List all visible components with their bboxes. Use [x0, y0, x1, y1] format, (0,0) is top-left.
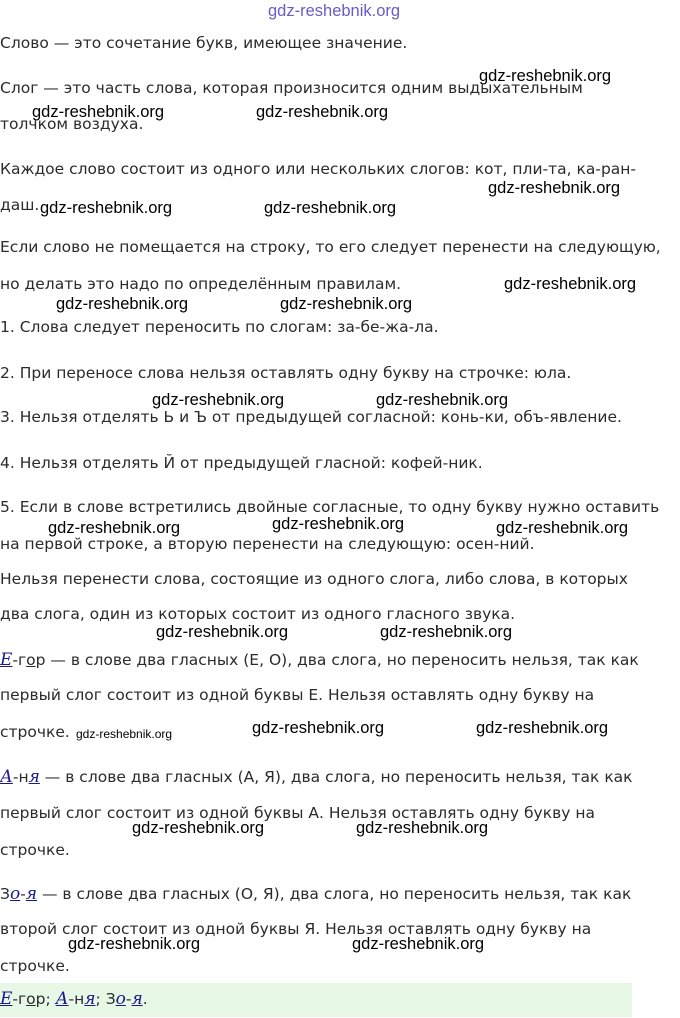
watermark: gdz-reshebnik.org	[504, 275, 637, 293]
consonant: З	[105, 990, 116, 1008]
text-line: первый слог состоит из одной буквы Е. Нельзя оставлять одну букву на	[0, 686, 595, 704]
consonant: р	[35, 990, 46, 1008]
watermark: gdz-reshebnik.org	[356, 819, 489, 837]
consonant: -н	[68, 990, 85, 1008]
text-line: строчке.	[0, 723, 70, 741]
watermark: gdz-reshebnik.org	[152, 391, 285, 409]
vowel: я	[131, 989, 143, 1009]
vowel: о	[26, 651, 36, 669]
text-line: Если слово не помещается на строку, то его следует перенести на следующую,	[0, 238, 661, 256]
period: .	[142, 990, 148, 1008]
watermark: gdz-reshebnik.org	[76, 727, 173, 741]
text-line: Каждое слово состоит из одного или нескольких слогов: кот, пли-та, ка-ран-	[0, 160, 637, 178]
vowel: Е	[0, 650, 13, 670]
rule-3: 3. Нельзя отделять Ь и Ъ от предыдущей согласной: конь-ки, объ-явление.	[0, 408, 622, 426]
rule-4: 4. Нельзя отделять Й от предыдущей гласной: кофей-ник.	[0, 454, 483, 472]
separator: ;	[95, 990, 106, 1008]
watermark-top: gdz-reshebnik.org	[268, 2, 401, 20]
text-line: два слога, один из которых состоит из одного гласного звука.	[0, 605, 516, 623]
text-line: Слог — это часть слова, которая произносится одним выдыхательным	[0, 79, 583, 97]
consonant: З	[0, 885, 10, 903]
text-line: Слово — это сочетание букв, имеющее значение.	[0, 34, 408, 52]
watermark: gdz-reshebnik.org	[272, 515, 405, 533]
text-line: второй слог состоит из одной буквы Я. Нельзя оставлять одну букву на	[0, 920, 592, 938]
watermark: gdz-reshebnik.org	[352, 935, 485, 953]
text-line: даш.	[0, 196, 40, 214]
consonant: -г	[12, 651, 27, 669]
vowel: я	[28, 767, 40, 787]
text-line: толчком воздуха.	[0, 115, 144, 133]
consonant: р	[35, 651, 46, 669]
vowel: о	[26, 990, 36, 1008]
watermark: gdz-reshebnik.org	[48, 519, 181, 537]
separator: ;	[45, 990, 56, 1008]
watermark: gdz-reshebnik.org	[488, 179, 621, 197]
watermark: gdz-reshebnik.org	[380, 623, 513, 641]
watermark: gdz-reshebnik.org	[479, 67, 612, 85]
answer-box	[0, 983, 632, 1017]
text-line: но делать это надо по определённым правилам.	[0, 275, 402, 293]
text: — в слове два гласных (А, Я), два слога, но переносить нельзя, так как	[39, 768, 633, 786]
watermark: gdz-reshebnik.org	[376, 391, 509, 409]
example-egor	[0, 650, 639, 670]
text-line: Нельзя перенести слова, состоящие из одного слога, либо слова, в которых	[0, 570, 628, 588]
example-zoya	[0, 884, 631, 904]
watermark: gdz-reshebnik.org	[32, 103, 165, 121]
vowel: Е	[0, 989, 13, 1009]
text-line: на первой строке, а вторую перенести на следующую: осен-ний.	[0, 535, 535, 553]
watermark: gdz-reshebnik.org	[264, 199, 397, 217]
watermark: gdz-reshebnik.org	[132, 819, 265, 837]
vowel: я	[84, 989, 96, 1009]
text: — в слове два гласных (О, Я), два слога, но переносить нельзя, так как	[37, 885, 632, 903]
consonant: -г	[12, 990, 27, 1008]
watermark: gdz-reshebnik.org	[252, 719, 385, 737]
watermark: gdz-reshebnik.org	[40, 199, 173, 217]
consonant: -н	[12, 768, 29, 786]
text-line: строчке.	[0, 957, 70, 975]
watermark: gdz-reshebnik.org	[56, 295, 189, 313]
answer-line	[0, 989, 148, 1009]
watermark: gdz-reshebnik.org	[68, 935, 201, 953]
vowel: о	[9, 884, 21, 904]
text-line: первый слог состоит из одной буквы А. Нельзя оставлять одну букву на	[0, 804, 595, 822]
watermark: gdz-reshebnik.org	[496, 519, 629, 537]
vowel: А	[0, 767, 13, 787]
example-anya	[0, 767, 633, 787]
watermark: gdz-reshebnik.org	[256, 103, 389, 121]
hyphen: -	[125, 990, 132, 1008]
hyphen: -	[20, 885, 26, 903]
vowel: я	[25, 884, 38, 904]
watermark: gdz-reshebnik.org	[280, 295, 413, 313]
vowel: о	[115, 989, 126, 1009]
text-line: строчке.	[0, 841, 70, 859]
watermark: gdz-reshebnik.org	[156, 623, 289, 641]
rule-5: 5. Если в слове встретились двойные согласные, то одну букву нужно оставить	[0, 498, 660, 516]
vowel: А	[55, 989, 69, 1009]
rule-1: 1. Слова следует переносить по слогам: за-бе-жа-ла.	[0, 318, 439, 336]
rule-2: 2. При переносе слова нельзя оставлять одну букву на строчке: юла.	[0, 364, 572, 382]
watermark: gdz-reshebnik.org	[476, 719, 609, 737]
text: — в слове два гласных (Е, О), два слога, но переносить нельзя, так как	[45, 651, 639, 669]
